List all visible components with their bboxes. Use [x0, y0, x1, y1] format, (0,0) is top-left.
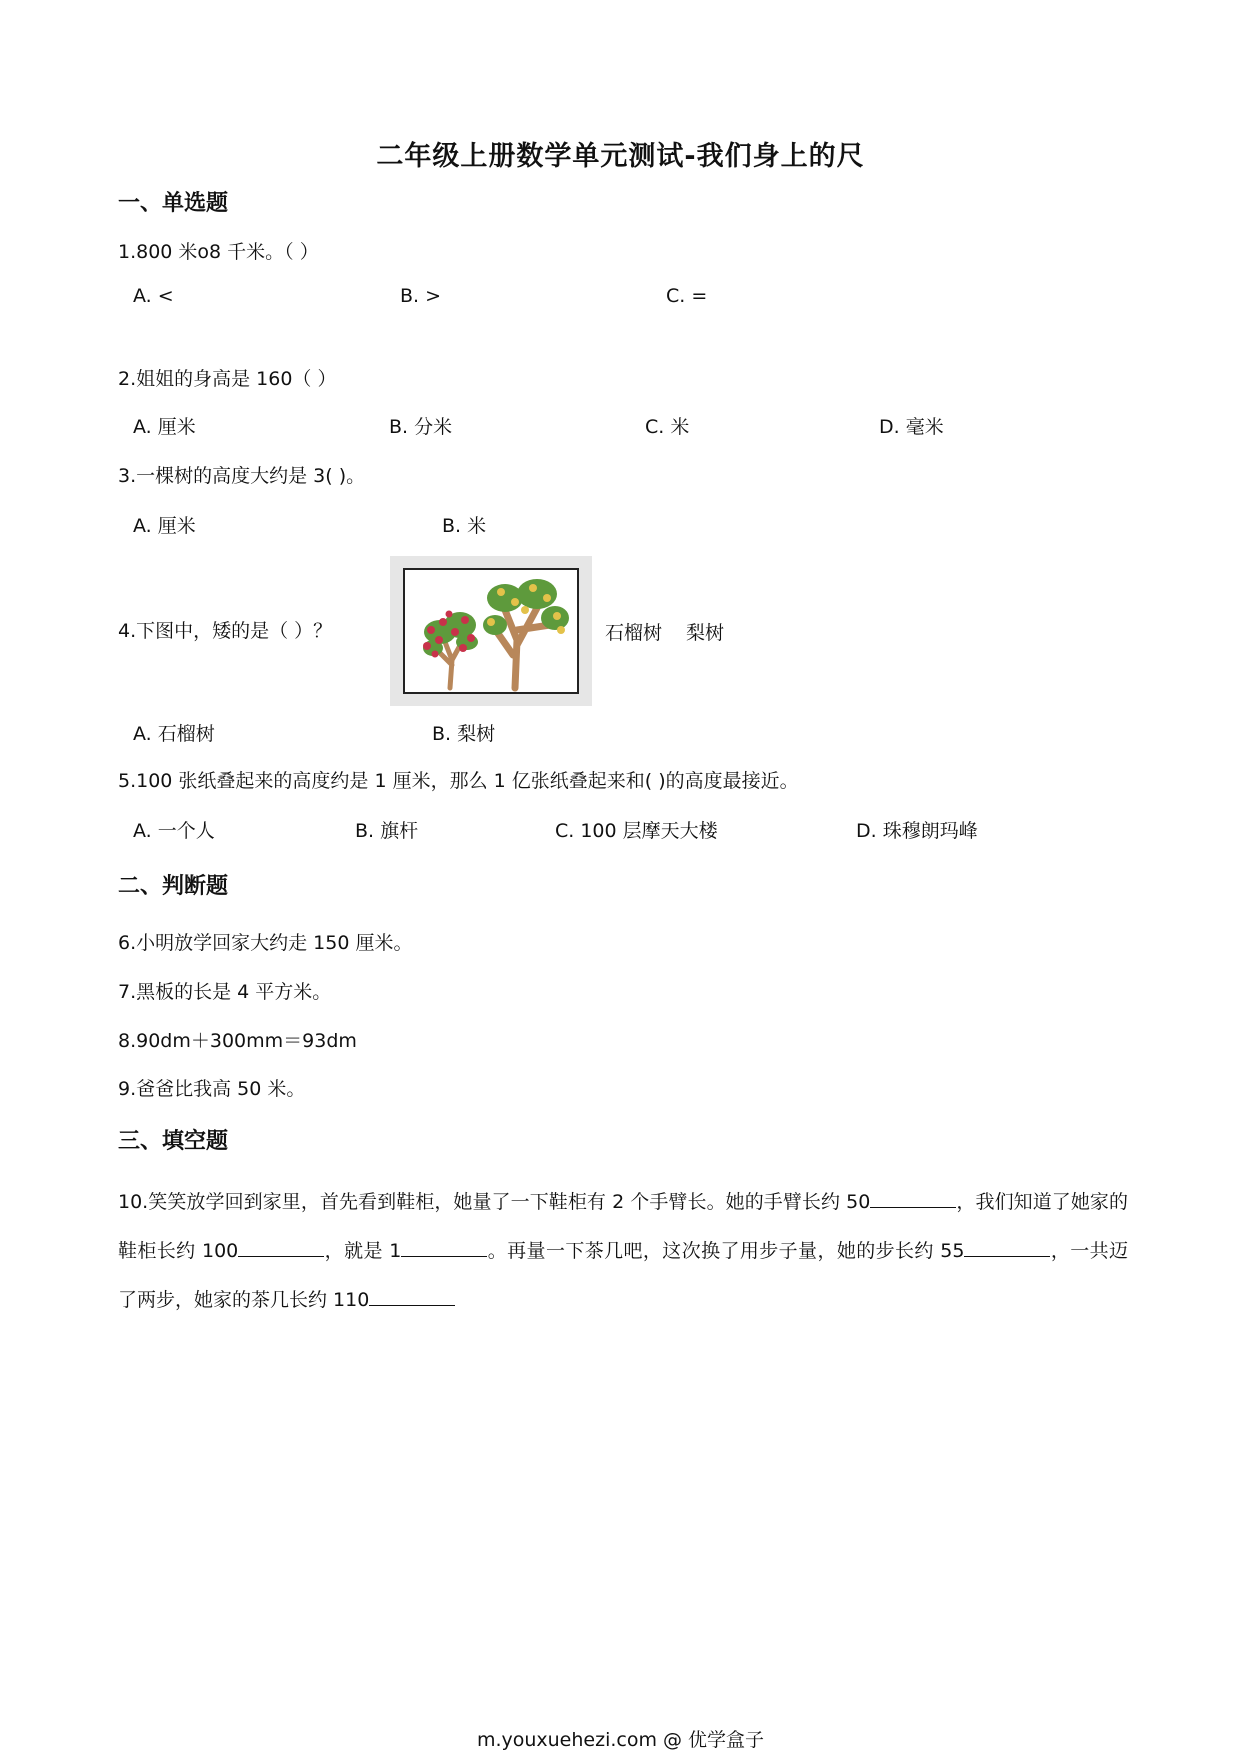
blank-4[interactable]	[964, 1238, 1050, 1257]
trees-figure-frame	[403, 568, 579, 694]
q3-option-a[interactable]: A. 厘米	[133, 515, 196, 537]
blank-5[interactable]	[369, 1287, 455, 1306]
question-9: 9.爸爸比我高 50 米。	[118, 1078, 306, 1100]
blank-2[interactable]	[238, 1238, 324, 1257]
footer-watermark: m.youxuehezi.com @ 优学盒子	[476, 1729, 765, 1751]
q10-text-4: 。再量一下茶几吧，这次换了用步子量，她的步长约 55	[487, 1240, 965, 1262]
q5-option-a[interactable]: A. 一个人	[133, 820, 215, 842]
q5-option-b[interactable]: B. 旗杆	[355, 820, 419, 842]
q2-option-b[interactable]: B. 分米	[389, 416, 453, 438]
q5-option-d[interactable]: D. 珠穆朗玛峰	[856, 820, 978, 842]
q10-text-5: ，一共迈了两步，她家的茶几长约 110	[118, 1240, 1128, 1311]
q4-option-a[interactable]: A. 石榴树	[133, 723, 215, 745]
question-1: 1.800 米o8 千米。（ ）	[118, 241, 319, 263]
pomegranate-and-pear-tree-image	[405, 570, 577, 692]
q1-option-a[interactable]: A. <	[133, 285, 174, 307]
q5-option-c[interactable]: C. 100 层摩天大楼	[555, 820, 718, 842]
section-heading-fill-in: 三、填空题	[118, 1129, 229, 1154]
q1-option-c[interactable]: C. =	[666, 285, 708, 307]
question-10	[118, 1178, 1128, 1325]
q1-option-b[interactable]: B. >	[400, 285, 442, 307]
question-3: 3.一棵树的高度大约是 3( )。	[118, 465, 366, 487]
figure-label-pomegranate: 石榴树	[605, 622, 663, 644]
q10-text-3: ，就是 1	[324, 1240, 402, 1262]
question-2: 2.姐姐的身高是 160（ ）	[118, 368, 337, 390]
q2-option-c[interactable]: C. 米	[645, 416, 690, 438]
section-heading-true-false: 二、判断题	[118, 874, 229, 899]
question-4: 4.下图中，矮的是（ ）？	[118, 620, 333, 642]
q4-option-b[interactable]: B. 梨树	[432, 723, 496, 745]
q2-option-a[interactable]: A. 厘米	[133, 416, 196, 438]
question-5: 5.100 张纸叠起来的高度约是 1 厘米，那么 1 亿张纸叠起来和( )的高度最接近。	[118, 770, 799, 792]
q10-text-1: 10.笑笑放学回到家里，首先看到鞋柜，她量了一下鞋柜有 2 个手臂长。她的手臂长约 50	[118, 1191, 871, 1213]
question-6: 6.小明放学回家大约走 150 厘米。	[118, 932, 413, 954]
trees-figure	[390, 556, 592, 706]
question-8: 8.90dm＋300mm＝93dm	[118, 1030, 357, 1052]
q2-option-d[interactable]: D. 毫米	[879, 416, 944, 438]
page-title: 二年级上册数学单元测试-我们身上的尺	[376, 141, 865, 172]
q10-text-2: ，我们知道了她家的鞋柜长约 100	[118, 1191, 1128, 1262]
figure-labels	[605, 618, 748, 645]
section-heading-single-choice: 一、单选题	[118, 191, 229, 216]
blank-1[interactable]	[870, 1189, 956, 1208]
blank-3[interactable]	[401, 1238, 487, 1257]
figure-label-pear: 梨树	[686, 622, 725, 644]
question-7: 7.黑板的长是 4 平方米。	[118, 981, 332, 1003]
q3-option-b[interactable]: B. 米	[442, 515, 487, 537]
